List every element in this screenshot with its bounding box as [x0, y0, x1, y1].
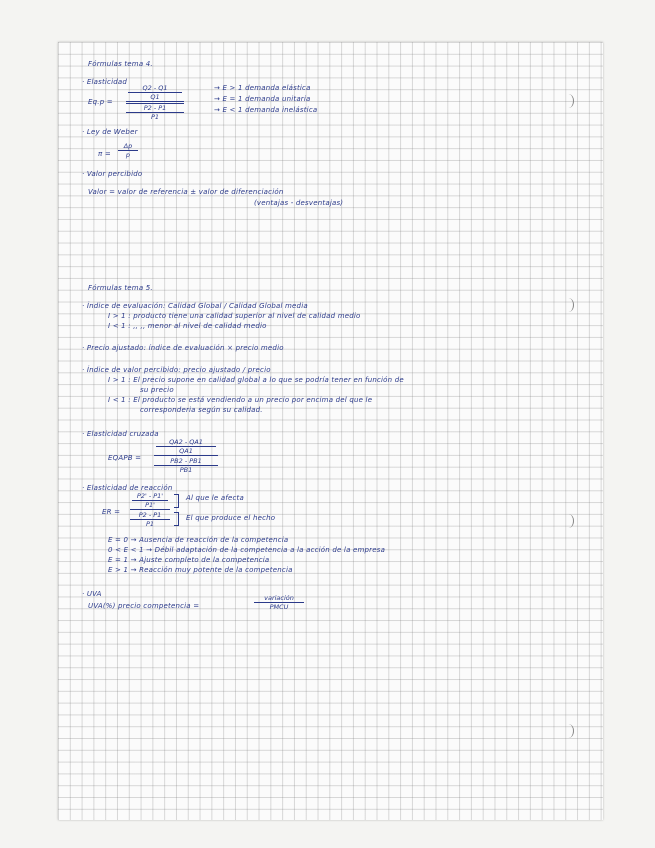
elasticity-case-elastic: → E > 1 demanda elástica [214, 84, 311, 92]
reaccion-label: ER = [102, 508, 121, 516]
reaccion-note-producer: El que produce el hecho [186, 514, 276, 522]
reaccion-fraction: P2' - P1' P1' P2 - P1 P1 [130, 492, 170, 528]
reaccion-case-0: E = 0 → Ausencia de reacción de la competencia [108, 536, 289, 544]
title-tema5: Fórmulas tema 5. [88, 284, 153, 292]
uva-fraction: variación PMCU [254, 594, 304, 611]
ivp-case1-cont: su precio [140, 386, 174, 394]
eqp-label: Eq.p = [88, 98, 113, 106]
binder-hole-mark [563, 94, 574, 108]
indice-eval-case1: I > 1 : producto tiene una calidad superior al nivel de calidad medio [108, 312, 361, 320]
bracket-bottom [174, 512, 179, 526]
reaccion-case-weak: 0 < E < 1 → Débil adaptación de la competencia a la acción de la empresa [108, 546, 386, 554]
binder-hole-mark [563, 298, 574, 312]
ivp-case1: I > 1 : El precio supone en calidad global a lo que se podría tener en función de [108, 376, 404, 384]
uva-heading: · UVA [82, 590, 102, 598]
ivp-case2: I < 1 : El producto se está vendiendo a un precio por encima del que le [108, 396, 373, 404]
weber-heading: · Ley de Weber [82, 128, 138, 136]
precio-ajustado: · Precio ajustado: índice de evaluación × precio medio [82, 344, 284, 352]
title-tema4: Fórmulas tema 4. [88, 60, 153, 68]
reaccion-case-strong: E > 1 → Reacción muy potente de la competencia [108, 566, 293, 574]
indice-valor-percibido: · Índice de valor percibido: precio ajustado / precio [82, 366, 271, 374]
uva-label: UVA(%) precio competencia = [88, 602, 200, 610]
elasticity-case-inelastic: → E < 1 demanda inelástica [214, 106, 318, 114]
reaccion-case-1: E = 1 → Ajuste completo de la competencia [108, 556, 270, 564]
elasticidad-heading: · Elasticidad [82, 78, 128, 86]
eqp-fraction: Q2 - Q1 Q1 P2 - P1 P1 [126, 84, 184, 121]
binder-hole-mark [563, 724, 574, 738]
cruzada-heading: · Elasticidad cruzada [82, 430, 159, 438]
weber-fraction: $\frac{\Delta p}{p}$ [118, 142, 138, 159]
reaccion-heading: · Elasticidad de reacción [82, 484, 173, 492]
bracket-top [174, 494, 179, 508]
reaccion-note-affected: Al que le afecta [186, 494, 244, 502]
valor-line2: (ventajas - desventajas) [254, 199, 344, 207]
ivp-case2-cont: corresponderia según su calidad. [140, 406, 263, 414]
valor-line1: Valor = valor de referencia ± valor de diferenciación [88, 188, 284, 196]
cruzada-fraction: QA2 - QA1 QA1 PB2 - PB1 PB1 [154, 438, 218, 474]
cruzada-label: EQAPB = [108, 454, 142, 462]
indice-evaluacion: · Índice de evaluación: Calidad Global / Calidad Global media [82, 302, 308, 310]
graph-paper-sheet [58, 42, 603, 820]
elasticity-case-unitary: → E = 1 demanda unitaria [214, 95, 311, 103]
valor-heading: · Valor percibido [82, 170, 143, 178]
binder-hole-mark [563, 514, 574, 528]
indice-eval-case2: I < 1 : ,, ,, menor al nivel de calidad medio [108, 322, 267, 330]
weber-label: π = [98, 150, 111, 158]
